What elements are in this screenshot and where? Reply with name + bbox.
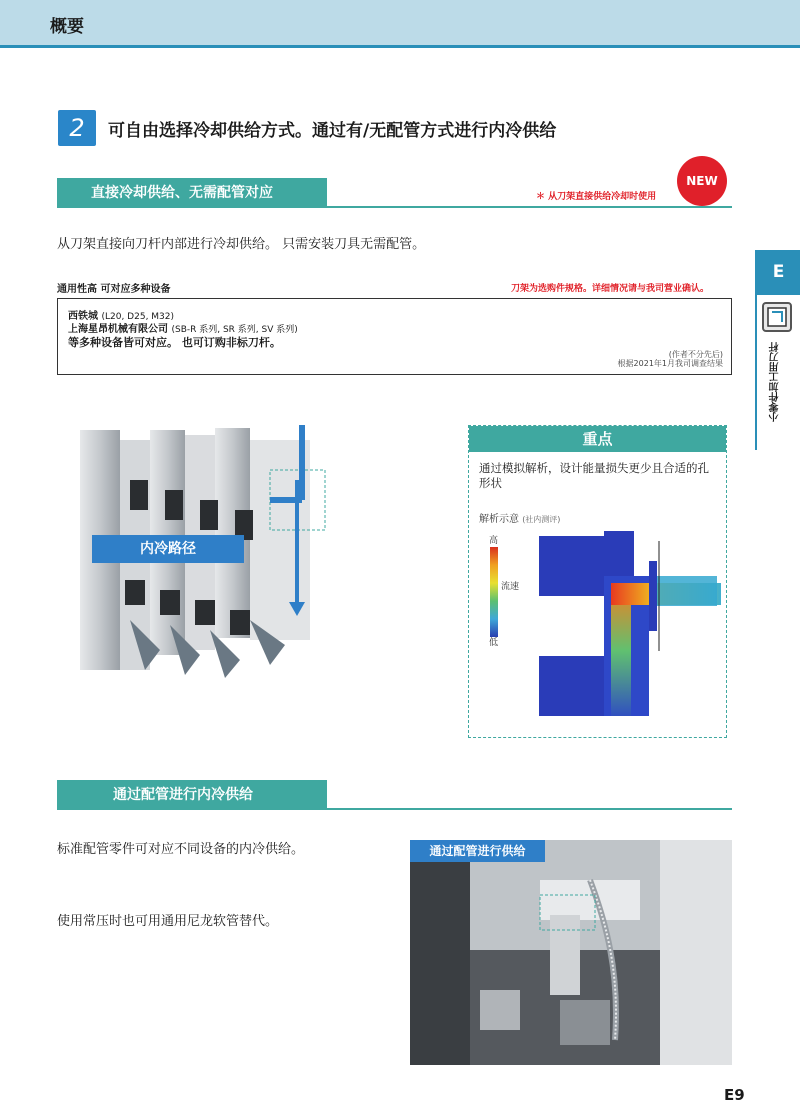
maker-models-1: (L20, D25, M32) xyxy=(101,312,175,322)
piping-photo xyxy=(410,840,732,1065)
page-number: E9 xyxy=(724,1086,745,1104)
simulation-caption-note: (社内测评) xyxy=(522,515,561,524)
key-point-title: 重点 xyxy=(469,426,726,452)
section2-text-1: 标准配管零件可对应不同设备的内冷供给。 xyxy=(57,842,305,857)
compat-footnote-2: 根据2021年1月我司调查结果 xyxy=(617,359,723,368)
section2-divider xyxy=(57,808,732,810)
section1-divider xyxy=(57,206,732,208)
coolant-path-label: 内冷路径 xyxy=(92,535,244,563)
compatibility-box xyxy=(57,298,732,375)
maker-models-2: (SB-R 系列, SR 系列, SV 系列) xyxy=(171,325,298,335)
main-heading: 可自由选择冷却供给方式。通过有/无配管方式进行内冷供给 xyxy=(108,121,557,141)
key-point-box xyxy=(468,425,727,738)
compat-line-2 xyxy=(68,320,298,335)
maker-name-1: 西铁城 xyxy=(68,311,98,322)
versatility-label: 通用性高 可对应多种设备 xyxy=(57,284,171,295)
page-header xyxy=(0,0,800,48)
new-badge: NEW xyxy=(677,156,727,206)
key-point-text: 通过模拟解析，设计能量损失更少且合适的孔形状 xyxy=(479,461,709,490)
legend-mid: 流速 xyxy=(501,582,520,592)
compat-footnote-1: (作者不分先后) xyxy=(668,350,723,359)
section1-description: 从刀架直接向刀杆内部进行冷却供给。 只需安装刀具无需配管。 xyxy=(57,237,426,252)
piping-photo-label: 通过配管进行供给 xyxy=(410,840,545,862)
section1-note: ＊ 从刀架直接供给冷却时使用 xyxy=(536,192,657,202)
compat-line-3: 等多种设备皆可对应。 也可订购非标刀杆。 xyxy=(68,336,281,349)
side-tab-letter: E xyxy=(757,250,800,295)
section-number-badge: 2 xyxy=(58,110,96,146)
simulation-caption-text: 解析示意 xyxy=(479,514,519,525)
section2-text-2: 使用常压时也可用通用尼龙软管替代。 xyxy=(57,914,279,929)
legend-low: 低 xyxy=(489,638,499,648)
section2-title: 通过配管进行内冷供给 xyxy=(57,780,327,810)
tool-holder-icon xyxy=(762,302,792,332)
side-tab-label: 小零件加工用刀杆 xyxy=(770,342,781,422)
simulation-caption xyxy=(479,510,560,525)
flow-legend-bar xyxy=(490,547,498,637)
maker-name-2: 上海星昂机械有限公司 xyxy=(68,324,168,335)
header-title: 概要 xyxy=(50,17,84,37)
flow-simulation-image xyxy=(539,531,724,721)
section1-title: 直接冷却供给、无需配管对应 xyxy=(57,178,327,208)
option-note: 刀架为选购件规格。详细情况请与我司营业确认。 xyxy=(511,284,710,294)
legend-high: 高 xyxy=(489,536,499,546)
